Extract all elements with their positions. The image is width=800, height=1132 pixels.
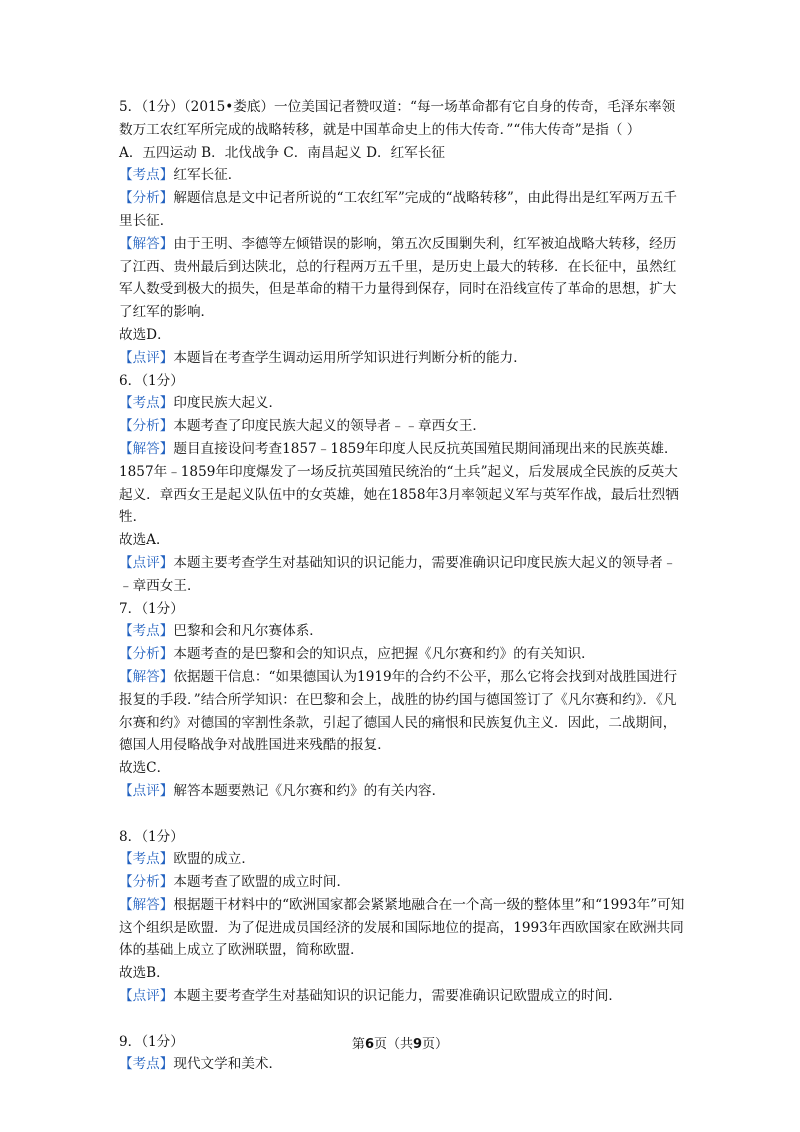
fenxi-label: 【分析】	[119, 190, 174, 207]
fenxi-text: 本题考查的是巴黎和会的知识点，应把握《凡尔赛和约》的有关知识．	[173, 646, 595, 663]
jieda-text: 根据题干材料中的“欧洲国家都会紧紧地融合在一个高一级的整体里”和“1993年”可知这个组织是欧盟．为了促进成员国经济的发展和国际地位的提高，1993年西欧国家在欧洲共同体的基础上成立了欧洲联盟，简称欧盟．	[119, 896, 685, 959]
kaodian-label: 【考点】	[119, 851, 174, 868]
kaodian-text: 红军长征．	[173, 167, 242, 184]
fenxi-text: 本题考查了欧盟的成立时间．	[173, 874, 351, 891]
answer-choice: 故选A．	[119, 532, 170, 549]
fenxi-row	[119, 871, 687, 894]
jieda-text: 题目直接设问考查1857﹣1859年印度人民反抗英国殖民期间涌现出来的民族英雄．1857年﹣1859年印度爆发了一场反抗英国殖民统治的“土兵”起义，后发展成全民族的反英大起义．章西女王是起义队伍中的女英雄，她在1858年3月率领起义军与英军作战，最后壮烈牺牲．	[119, 440, 679, 526]
footer-middle: 页（共	[373, 1037, 413, 1052]
jieda-row	[119, 233, 687, 324]
jieda-text: 依据题干信息：“如果德国认为1919年的合约不公平，那么它将会找到对战胜国进行报复的手段．”结合所学知识：在巴黎和会上，战胜的协约国与德国签订了《凡尔赛和约》．《凡尔赛和约》对德国的宰割性条款，引起了德国人民的痛恨和民族复仇主义．因此，二战期间，德国人用侵略战争对战胜国进来残酷的报复．	[119, 668, 678, 754]
fenxi-text: 解题信息是文中记者所说的“工农红军”完成的“战略转移”，由此得出是红军两万五千里长征．	[119, 190, 677, 229]
fenxi-row	[119, 187, 687, 233]
dianping-label: 【点评】	[119, 554, 174, 571]
dianping-text: 本题主要考查学生对基础知识的识记能力，需要准确识记印度民族大起义的领导者﹣﹣章西女王．	[119, 554, 677, 594]
kaodian-label: 【考点】	[119, 167, 174, 184]
question-5	[119, 96, 687, 370]
fenxi-label: 【分析】	[119, 874, 174, 891]
page-content	[119, 96, 687, 1076]
footer-suffix: 页）	[422, 1037, 449, 1052]
dianping-text: 本题主要考查学生对基础知识的识记能力，需要准确识记欧盟成立的时间．	[173, 988, 622, 1005]
fenxi-label: 【分析】	[119, 646, 174, 663]
kaodian-label: 【考点】	[119, 1056, 174, 1073]
question-stem: 7．（1分）	[119, 600, 184, 617]
kaodian-row	[119, 620, 687, 643]
dianping-label: 【点评】	[119, 349, 174, 366]
fenxi-row	[119, 643, 687, 666]
jieda-label: 【解答】	[119, 668, 174, 685]
blank-line	[119, 803, 687, 826]
kaodian-text: 欧盟的成立．	[173, 851, 255, 868]
fenxi-row	[119, 415, 687, 438]
kaodian-text: 现代文学和美术．	[173, 1056, 283, 1073]
question-6	[119, 370, 687, 598]
question-8	[119, 826, 687, 1008]
fenxi-text: 本题考查了印度民族大起义的领导者﹣﹣章西女王．	[173, 418, 487, 435]
kaodian-label: 【考点】	[119, 623, 174, 640]
dianping-row	[119, 552, 687, 598]
dianping-text: 本题旨在考查学生调动运用所学知识进行判断分析的能力．	[173, 349, 527, 366]
blank-line	[119, 1008, 687, 1031]
answer-choice: 故选C．	[119, 760, 171, 777]
kaodian-text: 巴黎和会和凡尔赛体系．	[173, 623, 323, 640]
kaodian-row	[119, 392, 687, 415]
dianping-text: 解答本题要熟记《凡尔赛和约》的有关内容．	[173, 782, 446, 799]
kaodian-row	[119, 164, 687, 187]
answer-choice: 故选D．	[119, 326, 171, 343]
question-stem: 9．（1分）	[119, 1033, 184, 1050]
fenxi-label: 【分析】	[119, 418, 174, 435]
kaodian-row	[119, 848, 687, 871]
jieda-label: 【解答】	[119, 896, 174, 913]
dianping-row	[119, 780, 687, 803]
page-number: 6	[364, 1037, 374, 1052]
footer-prefix: 第	[351, 1037, 365, 1052]
answer-options: A．五四运动 B．北伐战争 C．南昌起义 D．红军长征	[119, 144, 445, 161]
total-pages: 9	[413, 1037, 423, 1052]
page-footer	[0, 1033, 800, 1052]
jieda-label: 【解答】	[119, 440, 174, 457]
question-stem: 5．（1分）（2015•娄底）一位美国记者赞叹道：“每一场革命都有它自身的传奇，毛泽东率领数万工农红军所完成的战略转移，就是中国革命史上的伟大传奇．”“伟大传奇”是指（ ）	[119, 99, 676, 138]
question-7	[119, 598, 687, 803]
question-stem: 8．（1分）	[119, 828, 184, 845]
kaodian-text: 印度民族大起义．	[173, 395, 283, 412]
dianping-label: 【点评】	[119, 988, 174, 1005]
dianping-label: 【点评】	[119, 782, 174, 799]
answer-choice: 故选B．	[119, 965, 170, 982]
jieda-label: 【解答】	[119, 235, 174, 252]
jieda-row	[119, 666, 687, 757]
question-stem: 6．（1分）	[119, 372, 184, 389]
dianping-row	[119, 347, 687, 370]
jieda-text: 由于王明、李德等左倾错误的影响，第五次反围剿失利，红军被迫战略大转移，经历了江西、贵州最后到达陕北，总的行程两万五千里，是历史上最大的转移．在长征中，虽然红军人数受到极大的损失，但是革命的精干力量得到保存，同时在沿线宣传了革命的思想，扩大了红军的影响．	[119, 235, 677, 321]
kaodian-row	[119, 1053, 687, 1076]
kaodian-label: 【考点】	[119, 395, 174, 412]
jieda-row	[119, 894, 687, 962]
dianping-row	[119, 985, 687, 1008]
jieda-row	[119, 438, 687, 529]
